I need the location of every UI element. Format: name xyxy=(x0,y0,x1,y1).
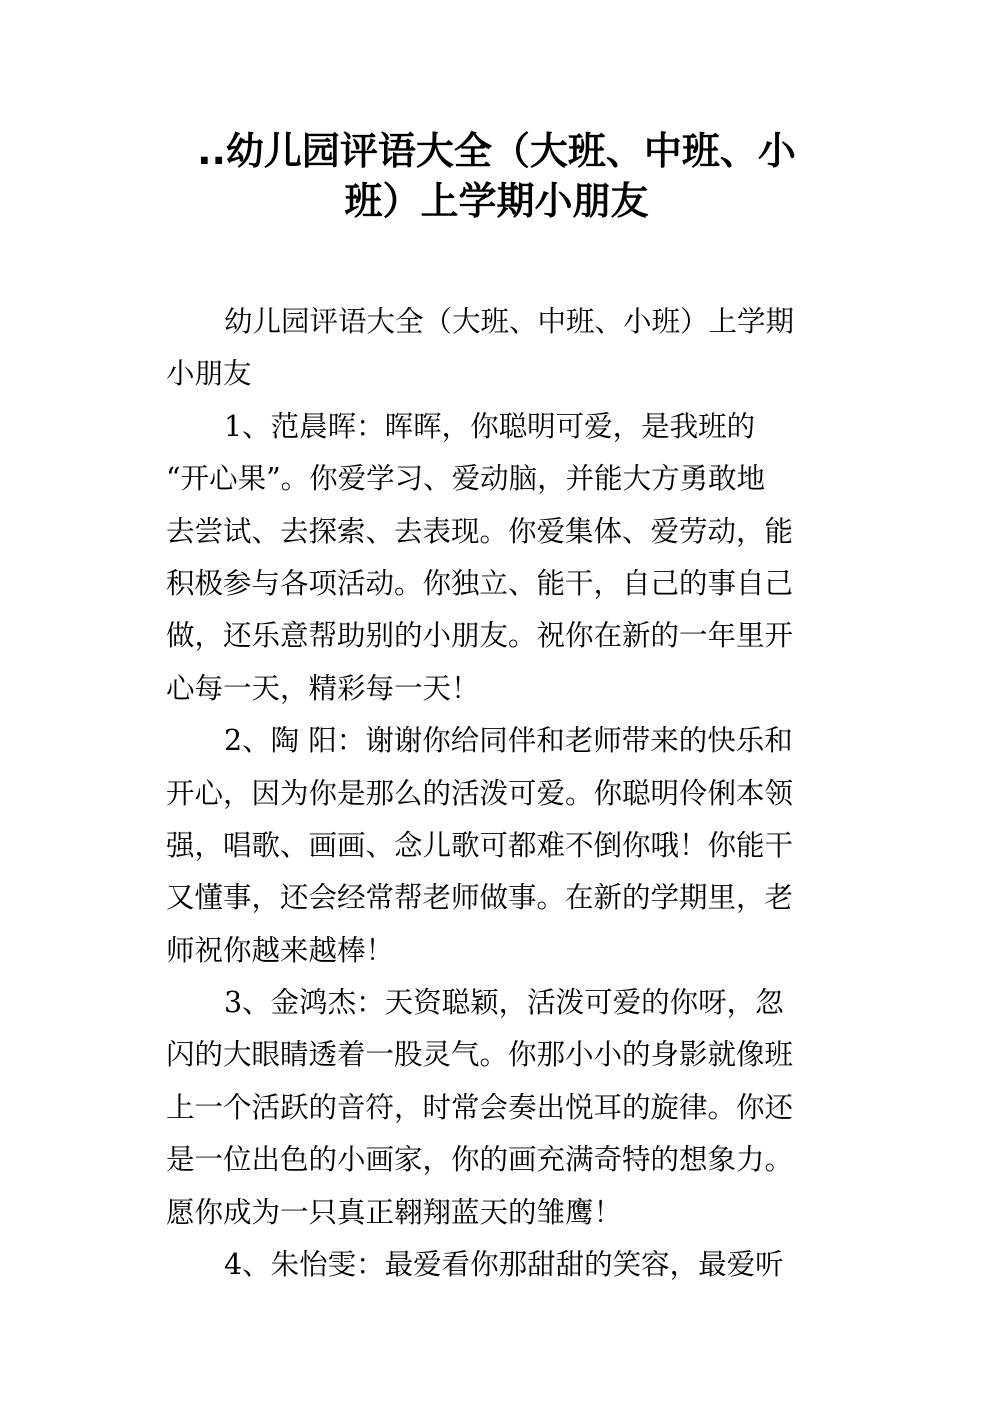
text-line: 小朋友 xyxy=(166,357,252,391)
text-line: 闪的大眼睛透着一股灵气。你那小小的身影就像班 xyxy=(166,1038,794,1072)
text-line: 2、陶 阳：谢谢你给同伴和老师带来的快乐和 xyxy=(224,724,793,758)
text-line: 做，还乐意帮助别的小朋友。祝你在新的一年里开 xyxy=(166,619,794,653)
text-line: 是一位出色的小画家，你的画充满奇特的想象力。 xyxy=(166,1143,794,1177)
text-line: 积极参与各项活动。你独立、能干，自己的事自己 xyxy=(166,566,794,600)
text-line: 开心，因为你是那么的活泼可爱。你聪明伶俐本领 xyxy=(166,776,794,810)
paragraph-comment-4 xyxy=(166,1239,828,1291)
text-line: 去尝试、去探索、去表现。你爱集体、爱劳动，能 xyxy=(166,514,794,548)
title-line: 班）上学期小朋友 xyxy=(344,179,649,223)
text-line: 4、朱怡雯：最爱看你那甜甜的笑容，最爱听 xyxy=(224,1248,784,1282)
text-line: 3、金鸿杰：天资聪颖，活泼可爱的你呀，忽 xyxy=(224,986,784,1020)
text-line: 又懂事，还会经常帮老师做事。在新的学期里，老 xyxy=(166,881,794,915)
text-line: 上一个活跃的音符，时常会奏出悦耳的旋律。你还 xyxy=(166,1090,794,1124)
text-line: 心每一天，精彩每一天！ xyxy=(166,671,480,705)
text-line: “开心果”。你爱学习、爱动脑，并能大方勇敢地 xyxy=(166,462,766,496)
paragraph-comment-2 xyxy=(166,715,828,977)
document-title xyxy=(160,126,833,226)
title-line: ..幼儿园评语大全（大班、中班、小 xyxy=(197,129,796,173)
text-line: 师祝你越来越棒！ xyxy=(166,933,395,967)
text-line: 1、范晨晖：晖晖，你聪明可爱，是我班的 xyxy=(224,409,756,443)
text-line: 幼儿园评语大全（大班、中班、小班）上学期 xyxy=(224,305,795,338)
paragraph-intro xyxy=(166,296,828,401)
paragraph-comment-3 xyxy=(166,977,828,1239)
text-line: 愿你成为一只真正翱翔蓝天的雏鹰！ xyxy=(166,1195,623,1229)
paragraph-comment-1 xyxy=(166,401,828,715)
document-body xyxy=(166,296,828,1291)
text-line: 强，唱歌、画画、念儿歌可都难不倒你哦！你能干 xyxy=(166,828,794,862)
